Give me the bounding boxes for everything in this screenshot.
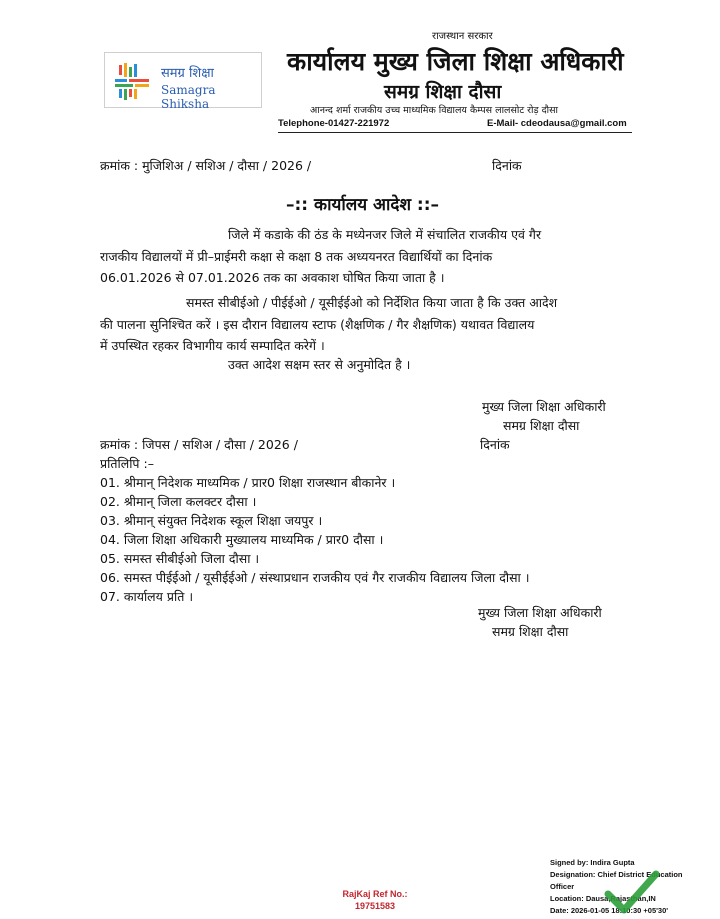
green-check-icon — [604, 868, 660, 916]
signed-by: Signed by: Indira Gupta — [550, 858, 635, 867]
office-address: आनन्द शर्मा राजकीय उच्च माध्यमिक विद्यालय कैम्पस लालसोट रोड़ दौसा — [310, 105, 558, 116]
para3-line: उक्त आदेश सक्षम स्तर से अनुमोदित है । — [228, 357, 411, 372]
copy-item: 03. श्रीमान् संयुक्त निदेशक स्कूल शिक्षा जयपुर । — [100, 513, 323, 528]
signer-designation-cont: Officer — [550, 882, 575, 891]
rajkaj-ref-label: RajKaj Ref No.: — [342, 889, 408, 899]
order-title: –:: कार्यालय आदेश ::– — [286, 195, 440, 215]
copy-item: 02. श्रीमान् जिला कलक्टर दौसा । — [100, 494, 257, 509]
logo-text-english: Samagra Shiksha — [161, 83, 216, 111]
para2-line1: समस्त सीबीईओ / पीईईओ / यूसीईईओ को निर्देशित किया जाता है कि उक्त आदेश — [186, 295, 558, 310]
rajkaj-ref-number: 19751583 — [354, 901, 396, 911]
para1-line2: राजकीय विद्यालयों में प्री–प्राईमरी कक्षा से कक्षा 8 तक अध्ययनरत विद्यार्थियों का दिनांक — [100, 249, 493, 264]
copy-item: 07. कार्यालय प्रति । — [100, 589, 194, 604]
samagra-shiksha-logo-icon — [113, 61, 153, 101]
para1-line3: 06.01.2026 से 07.01.2026 तक का अवकाश घोषित किया जाता है । — [100, 270, 445, 285]
signatory-designation-copy: मुख्य जिला शिक्षा अधिकारी — [478, 605, 602, 620]
order-number: क्रमांक : मुजिशिअ / सशिअ / दौसा / 2026 / — [100, 158, 312, 173]
sign-location: Location: Dausa,Rajasthan,IN — [550, 894, 656, 903]
para2-line3: में उपस्थित रहकर विभागीय कार्य सम्पादित करेगें । — [100, 338, 325, 353]
office-unit: समग्र शिक्षा दौसा — [384, 81, 502, 103]
copy-date-label: दिनांक — [480, 437, 510, 452]
signer-designation: Designation: Chief District Education — [550, 870, 683, 879]
copy-heading: प्रतिलिपि :– — [100, 456, 154, 471]
signatory-designation: मुख्य जिला शिक्षा अधिकारी — [482, 399, 606, 414]
office-telephone: Telephone-01427-221972 — [278, 118, 390, 129]
copy-item: 06. समस्त पीईईओ / यूसीईईओ / संस्थाप्रधान राजकीय एवं गैर राजकीय विद्यालय जिला दौसा । — [100, 570, 530, 585]
office-email: E-Mail- cdeodausa@gmail.com — [487, 118, 627, 129]
sign-date: Date: 2026-01-05 18:10:30 +05'30' — [550, 906, 669, 915]
copy-item: 05. समस्त सीबीईओ जिला दौसा । — [100, 551, 260, 566]
office-name: कार्यालय मुख्य जिला शिक्षा अधिकारी — [287, 47, 624, 76]
copy-item: 04. जिला शिक्षा अधिकारी मुख्यालय माध्यमिक / प्रार0 दौसा । — [100, 532, 384, 547]
para2-line2: की पालना सुनिश्चित करें । इस दौरान विद्यालय स्टाफ (शैक्षणिक / गैर शैक्षणिक) यथावत विद्यालय — [100, 317, 535, 332]
logo-text-hindi: समग्र शिक्षा — [161, 66, 214, 81]
para1-line1: जिले में कडाके की ठंड के मध्येनजर जिले में संचालित राजकीय एवं गैर — [228, 227, 542, 242]
government-label: राजस्थान सरकार — [432, 31, 493, 42]
order-date-label: दिनांक — [492, 158, 522, 173]
signatory-unit-copy: समग्र शिक्षा दौसा — [492, 624, 569, 639]
copy-order-number: क्रमांक : जिपस / सशिअ / दौसा / 2026 / — [100, 437, 298, 452]
copy-item: 01. श्रीमान् निदेशक माध्यमिक / प्रार0 शिक्षा राजस्थान बीकानेर । — [100, 475, 396, 490]
signatory-unit: समग्र शिक्षा दौसा — [503, 418, 580, 433]
header-divider — [278, 132, 632, 133]
samagra-shiksha-logo — [104, 52, 262, 111]
